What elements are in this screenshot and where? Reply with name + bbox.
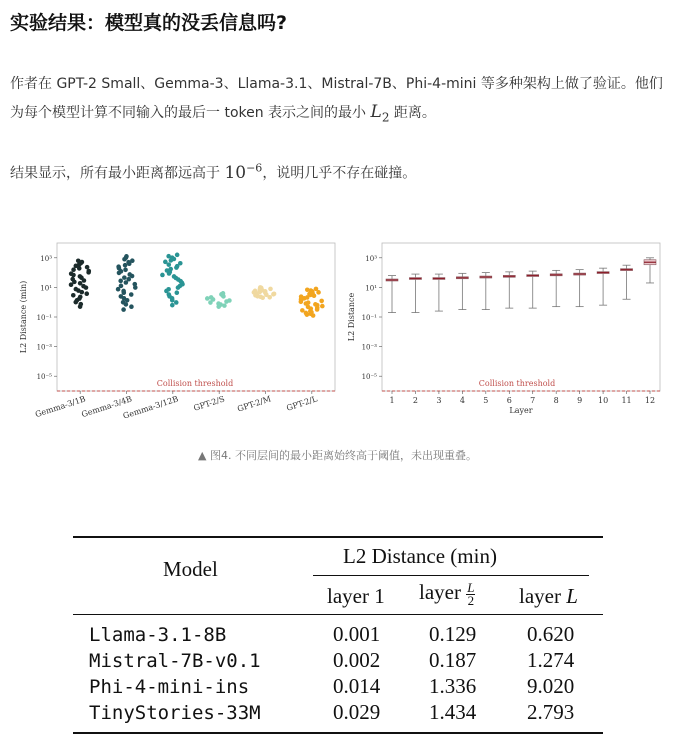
y-tick-label: 10³: [365, 254, 377, 263]
swarm-point: [160, 273, 165, 278]
swarm-point: [123, 263, 128, 268]
row-value-layer-half: 0.129: [429, 622, 477, 646]
x-tick-label: 4: [459, 396, 465, 405]
y-tick-label: 10¹: [365, 284, 377, 293]
swarm-point: [124, 254, 129, 259]
swarm-point: [122, 275, 127, 280]
y-tick-label: 10⁻⁵: [36, 373, 52, 382]
paragraph-text-end: 距离。: [393, 105, 436, 121]
row-model: Llama-3.1-8B: [89, 624, 227, 646]
row-value-layer1: 0.014: [333, 674, 381, 698]
x-tick-label: GPT-2/M: [236, 394, 273, 414]
collision-threshold-label: Collision threshold: [156, 379, 234, 388]
swarm-point: [168, 267, 173, 272]
paragraph-text: 结果显示，所有最小距离都远高于: [10, 165, 220, 182]
x-tick-label: 7: [530, 396, 536, 405]
swarm-point: [129, 292, 134, 297]
swarm-point: [78, 281, 83, 286]
swarm-point: [205, 296, 210, 301]
swarm-point: [78, 302, 83, 307]
layer-box-chart: [345, 237, 665, 427]
swarm-point: [300, 308, 305, 313]
header-bottom-rule: [73, 614, 603, 615]
x-tick-label: 12: [644, 396, 656, 405]
y-tick-label: 10⁻⁵: [361, 373, 377, 382]
x-tick-label: 2: [412, 396, 419, 405]
swarm-chart: [15, 237, 340, 427]
swarm-point: [118, 279, 123, 284]
swarm-point: [175, 290, 180, 295]
swarm-point: [78, 274, 83, 279]
y-tick-label: 10⁻¹: [361, 314, 377, 322]
plot-frame: [382, 243, 660, 391]
swarm-point: [178, 261, 183, 266]
swarm-point: [69, 271, 74, 276]
table-bottom-rule: [73, 732, 603, 734]
swarm-point: [272, 292, 277, 297]
swarm-point: [216, 301, 221, 306]
x-tick-label: 9: [577, 396, 583, 405]
swarm-point: [227, 298, 232, 303]
swarm-point: [119, 294, 124, 299]
x-tick-label: 11: [621, 396, 632, 405]
paragraph-text-end: ，说明几乎不存在碰撞。: [262, 165, 417, 182]
swarm-point: [78, 295, 83, 300]
x-tick-label: Gemma-3/12B: [121, 394, 180, 421]
row-model: Mistral-7B-v0.1: [89, 650, 261, 672]
row-model: Phi-4-mini-ins: [89, 676, 250, 698]
swarm-point: [71, 293, 76, 298]
y-tick-label: 10¹: [40, 284, 52, 293]
x-tick-label: 10: [597, 396, 609, 405]
header-layer-L: layer L: [519, 584, 578, 608]
swarm-point: [221, 291, 226, 296]
x-tick-label: GPT-2/L: [285, 394, 319, 413]
row-model: TinyStories-33M: [89, 702, 261, 724]
row-value-layer-L: 1.274: [527, 648, 575, 672]
swarm-point: [86, 269, 91, 274]
swarm-point: [305, 287, 310, 292]
swarm-point: [71, 267, 76, 272]
table-top-rule: [73, 536, 603, 538]
swarm-point: [70, 277, 75, 282]
figure-caption: ▲ 图4. 不同层间的最小距离始终高于阈值，未出现重叠。: [198, 449, 477, 462]
swarm-point: [175, 253, 180, 258]
swarm-point: [132, 282, 137, 287]
swarm-point: [166, 254, 171, 259]
swarm-point: [314, 287, 319, 292]
swarm-point: [209, 295, 214, 300]
y-tick-label: 10⁻³: [361, 343, 377, 352]
swarm-point: [130, 258, 135, 263]
y-tick-label: 10⁻³: [36, 343, 52, 352]
swarm-point: [121, 307, 126, 312]
row-value-layer-half: 1.336: [429, 674, 477, 698]
swarm-point: [299, 294, 304, 299]
header-layer-1: layer 1: [327, 584, 385, 608]
swarm-point: [121, 289, 126, 294]
swarm-point: [116, 264, 121, 269]
swarm-point: [172, 274, 177, 279]
x-tick-label: Gemma-3/1B: [34, 394, 87, 420]
article-title: 实验结果：模型真的没丢信息吗?: [10, 12, 288, 34]
paragraph-text: 作者在 GPT-2 Small、Gemma-3、Llama-3.1、Mistral-7B、Phi-4-mini 等多种架构上做了验证。他们为每个模型计算不同输入的最后一 token 表示之间的最小: [10, 76, 663, 121]
swarm-point: [253, 289, 258, 294]
swarm-point: [119, 284, 124, 289]
swarm-point: [123, 267, 128, 272]
swarm-point: [320, 304, 325, 309]
swarm-point: [74, 287, 79, 292]
header-group-rule: [313, 575, 589, 576]
swarm-point: [258, 285, 263, 290]
paragraph-architectures: [10, 70, 665, 131]
x-tick-label: 3: [436, 396, 442, 405]
swarm-point: [313, 302, 318, 307]
swarm-point: [121, 300, 126, 305]
row-value-layer-L: 2.793: [527, 700, 575, 724]
x-tick-label: 8: [553, 396, 559, 405]
x-tick-label: Gemma-3/4B: [80, 394, 134, 420]
swarm-point: [129, 304, 134, 309]
y-axis-label: L2 Distance (min): [19, 280, 28, 354]
x-tick-label: 1: [389, 396, 395, 405]
y-tick-label: 10⁻¹: [36, 314, 52, 322]
header-model: Model: [163, 557, 218, 581]
header-layer-half: layer $\frac{L}{2}$: [419, 579, 475, 608]
swarm-point: [126, 277, 131, 282]
swarm-point: [268, 287, 273, 292]
x-tick-label: 5: [483, 396, 489, 405]
swarm-point: [163, 260, 168, 265]
x-tick-label: GPT-2/S: [192, 394, 226, 413]
row-value-layer-L: 9.020: [527, 674, 575, 698]
l2-symbol: $L_2$: [370, 102, 390, 125]
row-value-layer1: 0.001: [333, 622, 381, 646]
row-value-layer-half: 1.434: [429, 700, 477, 724]
threshold-value: $10^{-6}$: [224, 161, 263, 183]
swarm-point: [319, 299, 324, 304]
plot-frame: [57, 243, 335, 391]
row-value-layer-half: 0.187: [429, 648, 477, 672]
row-value-layer1: 0.002: [333, 648, 381, 672]
y-axis-label: L2 Distance: [347, 292, 356, 342]
row-value-layer-L: 0.620: [527, 622, 575, 646]
swarm-point: [174, 300, 179, 305]
swarm-point: [166, 287, 171, 292]
swarm-point: [127, 272, 132, 277]
paragraph-results: [10, 160, 416, 185]
swarm-point: [84, 291, 89, 296]
row-value-layer1: 0.029: [333, 700, 381, 724]
swarm-point: [85, 265, 90, 270]
swarm-point: [76, 258, 81, 263]
header-l2-distance: L2 Distance (min): [343, 544, 497, 568]
y-tick-label: 10³: [40, 254, 52, 263]
collision-threshold-label: Collision threshold: [478, 379, 556, 388]
x-tick-label: 6: [506, 396, 512, 405]
swarm-point: [170, 303, 175, 308]
x-axis-label: Layer: [509, 406, 533, 415]
swarm-point: [306, 300, 311, 305]
